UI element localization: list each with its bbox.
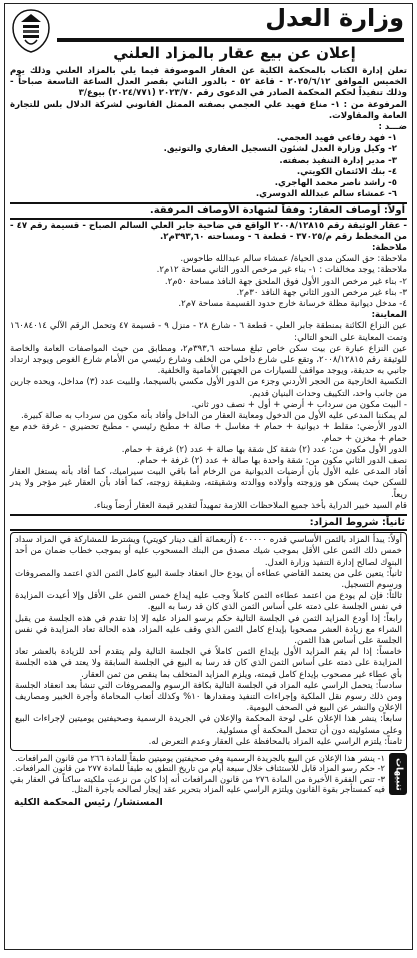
- note-item: ٢- بناء غير مرخص الدور الأول فوق الملحق جهة النافذ مساحة ٥٠م٢.: [164, 276, 407, 287]
- note-item: ملاحظة: يوجد مخالفات : ١- بناء غير مرخص الدور الثاني مساحة ١٢م٢.: [156, 265, 407, 276]
- condition-item: ثالثاً: فإن لم يودع من اعتمد عطاءه الثمن كاملاً وجب عليه إيداع خمس الثمن على الأقل وإلا أعيدت المزايدة في نفس الجلسة على ذمته على أساس الثمن الذي كان قد رسا به البيع.: [15, 591, 402, 613]
- section-1-title: أولاً: أوصاف العقار: وفقاً لشهادة الأوصاف المرفقة.: [10, 202, 407, 219]
- condition-item: ثامناً: يلتزم الراسي عليه المزاد بالمحافظة على العقار وعدم التعرض له.: [148, 736, 402, 747]
- condition-item: سادساً: يتحمل الراسي عليه المزاد في الجلسة التالية بكافة الرسوم والمصروفات التي تنشأ بعد انعقاد الجلسة ومن ذلك رسوم نقل الملكية وإجراءات التنفيذ ومقدارها ١٠% وكذلك أتعاب المحاماة وأجرة الخبير ومصاريف الإعلان والنشر عن البيع في الصحف اليومية.: [15, 680, 402, 714]
- ad-title: إعلان عن بيع عقار بالمزاد العلني: [113, 44, 356, 62]
- notice-item: ٢- حكم رسو المزاد قابل للاستئناف خلال سبعة أيام من تاريخ النطق به طبقاً للمادة ٢٧٧ من قانون المرافعات.: [12, 763, 385, 774]
- notices-block: [10, 753, 407, 795]
- section-2-title: ثانياً: شروط المزاد:: [10, 514, 407, 531]
- condition-item: أولاً: يبدأ المزاد بالثمن الأساسي قدره ٤٠٠٠٠٠ (أربعمائة ألف دينار كويتي) ويشترط للمشاركة في المزاد سداد خمس ذلك الثمن على الأقل بموجب شيك مصدق من البنك المسحوب عليه أو بموجب خطاب ضمان من أحد البنوك لصالح إدارة التنفيذ وزارة العدل.: [15, 535, 403, 568]
- condition-item: رابعاً: إذا أودع المزايد الثمن في الجلسة التالية حكم برسو المزاد عليه إلا إذا تقدم في هذه الجلسة من يقبل الشراء مع زيادة العشر مصحوبا بإيداع كامل الثمن الذي وقف عليه المزاد، هذه الحالة تعاد المزايدة في نفس الجلسة على أساس هذا الثمن.: [15, 613, 402, 646]
- advertisement-page: [4, 3, 413, 950]
- ministry-name: وزارة العدل: [265, 4, 404, 32]
- note-item: ملاحظة: حق السكن مدى الحياة/ عمشاء سالم عبدالله طاحوس.: [180, 254, 407, 265]
- against-label: ضـــد :: [378, 122, 407, 133]
- inspection-paragraph: أفاد المدعى عليه الأول بأن أرضيات الديوانية من الرخام أما باقي البيت سيراميك، كما أفاد بأنه يستغل العقار للسكن حيث يسكن هو وزوجته وأولاده ووالدته وشقيقته، وشقيقة زوجته، كما أفاد بأن العقار غير مؤجر ولا يدر ريعاً.: [10, 467, 407, 500]
- note-item: ٣- بناء غير مرخص الدور الثاني جهة النافذ ٣٠م٢.: [236, 287, 407, 298]
- intro-text: تعلن إدارة الكتاب بالمحكمة الكلية عن العقار الموصوفة فيما يلي بالمزاد العلني وذلك يوم الخميس الموافق ٢٠٢٥/٦/١٢ - قاعة ٥٢ - بالدور الثاني بقصر العدل الساعة التاسعة صباحاً - وذلك تنفيذاً لحكم المحكمة الصادر في الدعوى رقم ٢٠٢٣/٧٠ (٢٠٢٤/٧٧١) بيوع/٣: [10, 66, 407, 99]
- condition-item: ثانياً: يتعين على من يعتمد القاضي عطاءه أن يودع حال انعقاد جلسة البيع كامل الثمن الذي اعتمد والمصروفات ورسوم التسجيل.: [15, 568, 402, 590]
- defendant-item: ٣- مدير إدارة التنفيذ بصفته.: [279, 155, 397, 166]
- notices-text: [10, 753, 389, 795]
- signature: المستشار/ رئيس المحكمة الكلية: [14, 796, 163, 808]
- inspection-paragraph: عين النزاع الكائنة بمنطقة جابر العلي - قطعة ٦ - شارع ٢٨ - منزل ٩ - قسيمة ٤٧ وتحمل الرقم الآلي ١٦٠٨٤٠١٤ وتمت المعاينة على النحو التالي:: [10, 321, 407, 343]
- inspection-paragraph: نصف الدور الثاني مكون من: شقة واحدة بها صالة + عدد (٢) غرفة + حمام.: [137, 455, 407, 466]
- condition-item: سابعاً: ينشر هذا الإعلان على لوحة المحكمة والإعلان في الجريدة الرسمية وصحيفتين يوميتين لإجراءات البيع وعلى مسئوليته دون أن تتحمل المحكمة أي مسئولية.: [15, 714, 402, 736]
- defendant-item: ٥- راشد ناصر محمد الهاجري.: [274, 178, 397, 189]
- notes-title: ملاحظة:: [371, 243, 407, 254]
- inspection-paragraph: عين النزاع عبارة عن بيت سكن خاص تبلغ مساحته ٣٩٣,٦م٢، ومطابق من حيث المواصفات العامة والخاصة للوثيقة رقم ٢٠٠٨/١٢٨١٥، وتقع على شارع داخلي من الخلف وشارع رئيسي من الأمام شارع الغوص ويوجد ارتداد جانبي به حديقة، ويوجد مواقف للسيارات من الجهتين الأمامية والخلفية.: [10, 343, 408, 377]
- kuwait-crest-icon: [11, 8, 51, 54]
- defendant-item: ٦- عمشاء سالم عبدالله الدوسري.: [255, 189, 397, 200]
- inspection-title: المعاينة:: [371, 310, 407, 321]
- defendants-list: [10, 133, 407, 200]
- header: [5, 4, 412, 66]
- condition-item: خامساً: إذا لم يقم المزايد الأول بإيداع الثمن كاملاً في الجلسة التالية ولم يتقدم أحد للزيادة بالعشر تعاد المزايدة على ذمته على أساس الثمن الذي كان قد رسا به البيع في الجلسة السابقة ولا يعتد في هذه الجلسة بأي عطاء غير مصحوب بإيداع كامل قيمته، ويلزم المزايد المتخلف بما ينقص من ثمن العقار.: [15, 647, 402, 680]
- inspection-paragraph: - البيت مكون من سرداب + أرضي + أول + نصف دور ثاني.: [191, 399, 407, 410]
- ad-body: [5, 66, 412, 808]
- header-rule: [57, 38, 404, 42]
- inspection-paragraph: قام السيد خبير الدراية بأخذ جميع الملاحظات اللازمة تمهيداً لتقدير قيمة العقار أرضاً وبناء.: [93, 500, 407, 511]
- inspection-paragraph: لم يمكننا المدعى عليه الأول من الدخول ومعاينة العقار من الداخل وأفاد بأنه مكون من سرداب به صالة كبيرة.: [21, 411, 407, 422]
- plaintiff: المرفوعة من : ١- مناع فهيد علي العجمي بصفته الممثل القانوني لشركة الدلال بلس للتجارة العامة والمقاولات.: [10, 99, 408, 121]
- notice-item: ٣- تنص الفقرة الأخيرة من المادة ٢٧٦ من قانون المرافعات أنه إذا كان من نزعت ملكيته ساكناً في العقار بقي فيه كمستأجر بقوة القانون ويلتزم الراسي عليه المزاد بتحرير عقد إيجار لصالحه بأجرة المثل.: [10, 773, 385, 795]
- notice-item: ١- ينشر هذا الإعلان عن البيع بالجريدة الرسمية وفي صحيفتين يوميتين طبقاً للمادة ٢٦٦ من قانون المرافعات.: [15, 752, 385, 763]
- conditions-box: [10, 532, 407, 751]
- note-item: ٤- مدخل ديوانية مظلة خرسانة خارج حدود القسيمة مساحة ٧م٢.: [178, 299, 407, 310]
- defendant-item: ٤- بنك الائتمان الكويتي.: [296, 166, 397, 177]
- notices-label: تنبيهات: [389, 753, 407, 795]
- inspection-paragraph: التكسية الخارجية من الحجر الأردني وجزء من الدور الأول مكسي بالسيجما، وللبيت عدد (٣) مداخل، ويحده جارين من جانب واحد، التكييف وحدات البنيان قديم.: [10, 377, 407, 399]
- inspection-paragraph: الدور الأرضي: مقلط + ديوانية + حمام + مغاسل + صالة + مطبخ رئيسي - مطبخ تحضيري - غرفة خدم مع حمام + مخزن + حمام.: [10, 422, 407, 444]
- deed-text: - عقار الوثيقة رقم ٢٠٠٨/١٢٨١٥ الواقع في ضاحية جابر العلي السالم الصباح - قسيمة رقم ٤٧ - من المخطط رقم م/٣٧٠٢٥ - قطعة ٦ - ومساحته ٣٩٣,٦٠م٢.: [10, 220, 407, 242]
- defendant-item: ٢- وكيل وزارة العدل لشئون التسجيل العقاري والتوثيق.: [163, 144, 397, 155]
- defendant-item: ١- فهد رفاعي فهيد العجمي.: [276, 133, 397, 144]
- inspection-paragraph: الدور الأول مكون من: عدد (٢) شقة كل شقة بها صالة + عدد (٢) غرفة + حمام.: [121, 444, 407, 455]
